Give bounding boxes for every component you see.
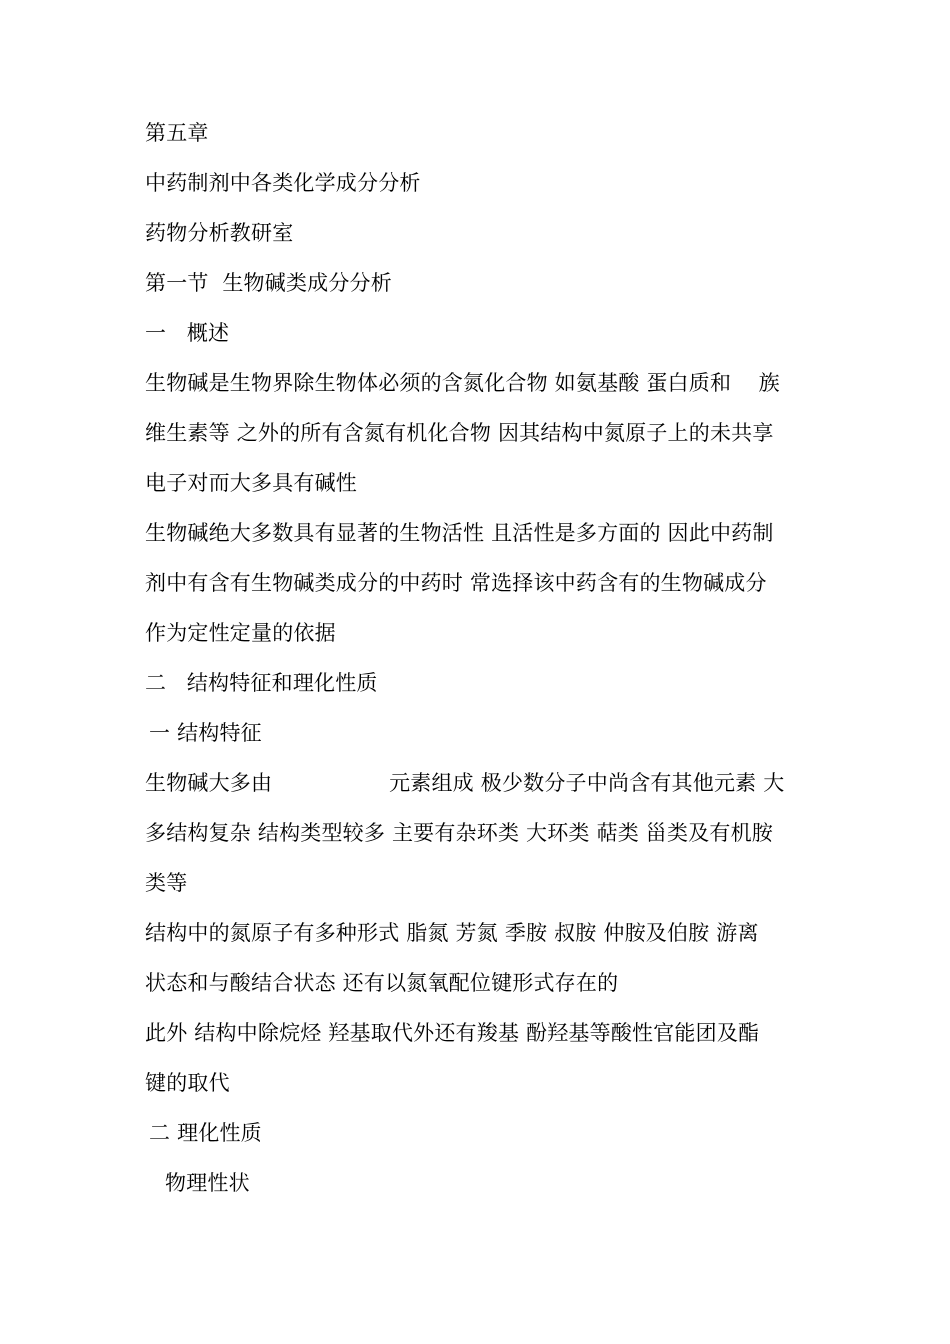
paragraph-line: 剂中有含有生物碱类成分的中药时 常选择该中药含有的生物碱成分 (145, 571, 767, 595)
paragraph-line: 作为定性定量的依据 (145, 621, 336, 645)
item-heading: 物理性状 (165, 1171, 250, 1195)
paragraph-line: 此外 结构中除烷烃 羟基取代外还有羧基 酚羟基等酸性官能团及酯 (145, 1021, 760, 1045)
paragraph-line: 生物碱绝大多数具有显著的生物活性 且活性是多方面的 因此中药制 (145, 521, 774, 545)
paragraph-line: 多结构复杂 结构类型较多 主要有杂环类 大环类 萜类 甾类及有机胺 (145, 821, 773, 845)
section-heading: 第一节 生物碱类成分分析 (145, 271, 392, 295)
sub-subsection-heading: 二 理化性质 (149, 1121, 262, 1145)
paragraph-line: 生物碱是生物界除生物体必须的含氮化合物 如氨基酸 蛋白质和 族 (145, 371, 780, 395)
chapter-title: 中药制剂中各类化学成分分析 (145, 171, 421, 195)
paragraph-line: 键的取代 (145, 1071, 230, 1095)
paragraph-line: 生物碱大多由 元素组成 极少数分子中尚含有其他元素 大 (145, 771, 785, 795)
chapter-heading: 第五章 (145, 121, 209, 145)
subsection-heading: 一 概述 (145, 321, 230, 345)
paragraph-line: 结构中的氮原子有多种形式 脂氮 芳氮 季胺 叔胺 仲胺及伯胺 游离 (145, 921, 759, 945)
department-name: 药物分析教研室 (145, 221, 294, 245)
subsection-heading: 二 结构特征和理化性质 (145, 671, 378, 695)
paragraph-line: 维生素等 之外的所有含氮有机化合物 因其结构中氮原子上的未共享 (145, 421, 774, 445)
paragraph-line: 电子对而大多具有碱性 (145, 471, 357, 495)
paragraph-line: 状态和与酸结合状态 还有以氮氧配位键形式存在的 (145, 971, 619, 995)
sub-subsection-heading: 一 结构特征 (149, 721, 262, 745)
paragraph-line: 类等 (145, 871, 188, 895)
